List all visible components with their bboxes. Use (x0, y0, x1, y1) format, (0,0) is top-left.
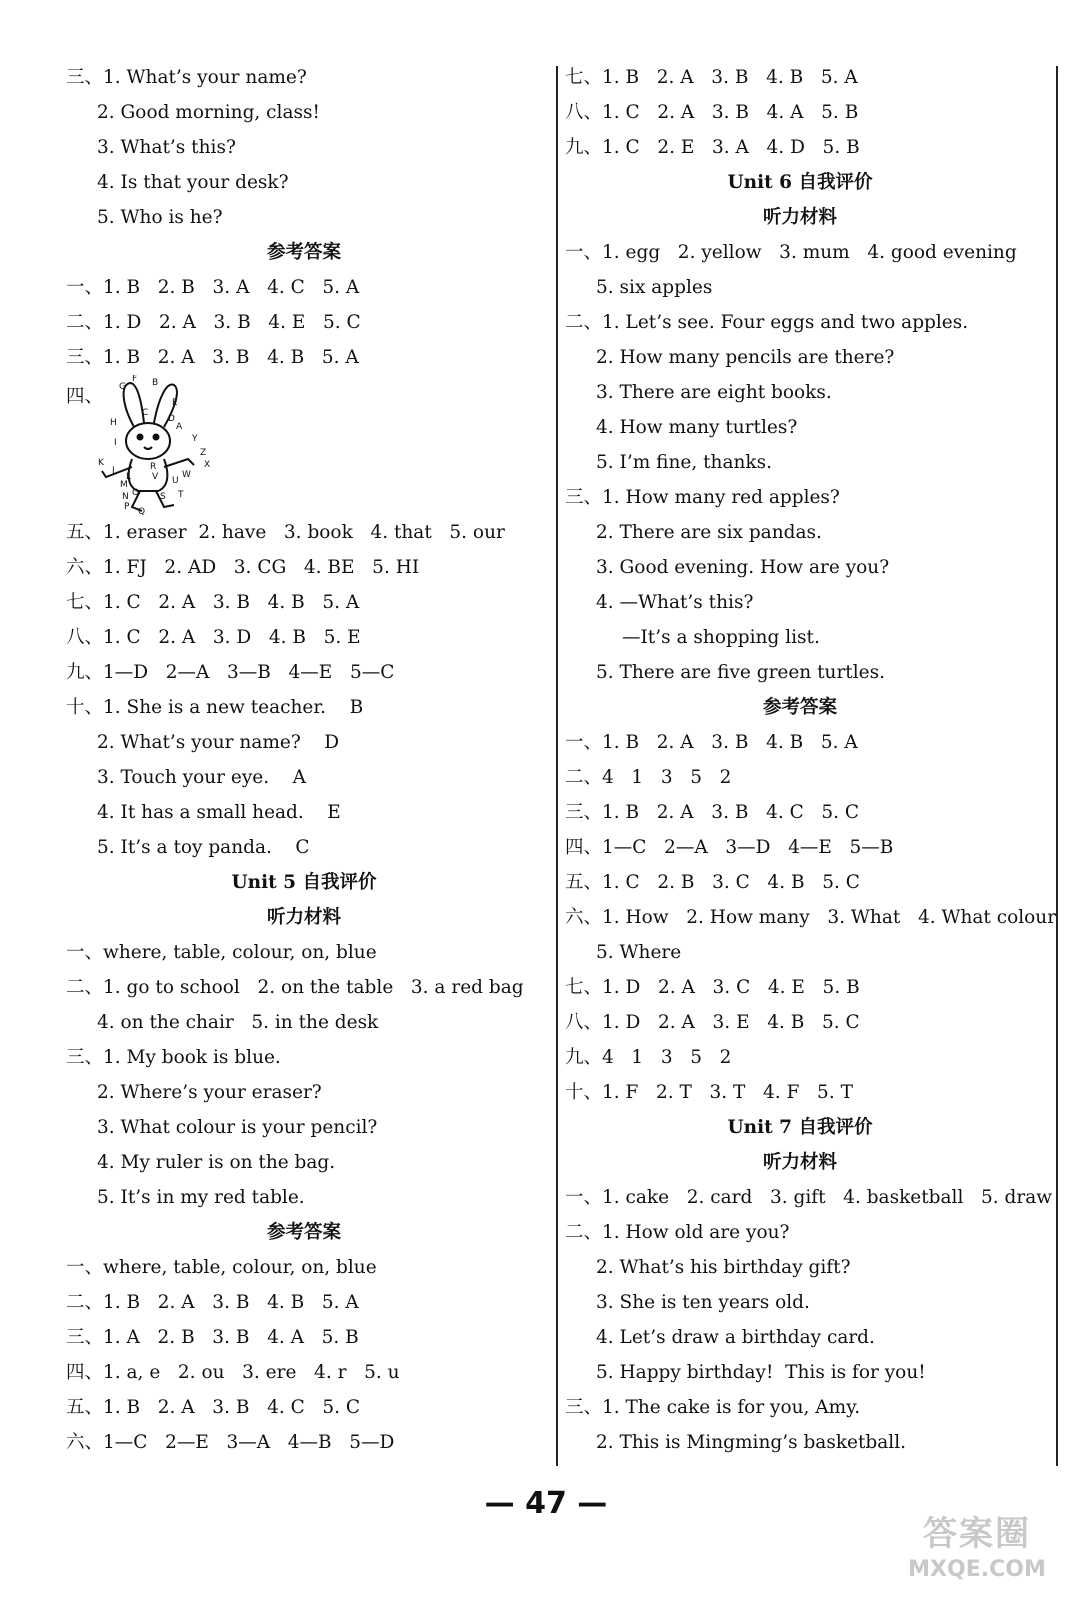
answer-line: 八、1. C 2. A 3. B 4. A 5. B (565, 102, 859, 123)
text-line: 一、where, table, colour, on, blue (66, 942, 377, 963)
answer-line: 六、1—C 2—E 3—A 4—B 5—D (66, 1432, 395, 1453)
text-line: —It’s a shopping list. (622, 627, 820, 648)
answer-line: 九、4 1 3 5 2 (565, 1047, 732, 1068)
text-line: 三、1. The cake is for you, Amy. (565, 1397, 861, 1418)
answer-line: 三、1. B 2. A 3. B 4. C 5. C (565, 802, 860, 823)
section-heading: 听力材料 (762, 207, 837, 228)
text-line: 2. Good morning, class! (97, 102, 320, 123)
answer-line: 六、1. How 2. How many 3. What 4. What colour (565, 907, 1057, 928)
text-line: 3. What’s this? (97, 137, 236, 158)
text-line: 5. Happy birthday! This is for you! (596, 1362, 926, 1383)
text-line: 4. How many turtles? (596, 417, 798, 438)
rabbit-letter: A (176, 422, 183, 432)
left-column (66, 60, 542, 1460)
rabbit-letter: C (142, 408, 149, 418)
rabbit-letter: G (119, 382, 126, 392)
right-column (565, 60, 1057, 1460)
text-line: 3. Good evening. How are you? (596, 557, 890, 578)
answer-line: 4. It has a small head. E (97, 802, 341, 823)
rabbit-letter: W (182, 470, 191, 480)
rabbit-letter: U (172, 476, 179, 486)
text-line: 3. She is ten years old. (596, 1292, 810, 1313)
page-number: — 47 — (484, 1486, 608, 1521)
answer-line: 5. It’s a toy panda. C (97, 837, 310, 858)
answer-line: 二、1. B 2. A 3. B 4. B 5. A (66, 1292, 359, 1313)
rabbit-letter: R (150, 462, 157, 472)
text-line: 5. six apples (596, 277, 713, 298)
answer-line: 十、1. She is a new teacher. B (66, 697, 364, 718)
unit-heading: Unit 5 自我评价 (231, 872, 377, 893)
section-heading: 参考答案 (266, 1222, 341, 1243)
answer-line: 五、1. C 2. B 3. C 4. B 5. C (565, 872, 860, 893)
text-line: 一、1. cake 2. card 3. gift 4. basketball 5. draw (565, 1187, 1053, 1208)
text-line: 4. on the chair 5. in the desk (97, 1012, 379, 1033)
right-edge-divider (1056, 66, 1058, 1466)
answer-line: 九、1. C 2. E 3. A 4. D 5. B (565, 137, 860, 158)
rabbit-letter: P (124, 502, 130, 512)
text-line: 5. There are five green turtles. (596, 662, 885, 683)
rabbit-letter: O (132, 488, 140, 498)
text-line: 3. There are eight books. (596, 382, 832, 403)
text-line: 5. Who is he? (97, 207, 223, 228)
answer-line: 六、1. FJ 2. AD 3. CG 4. BE 5. HI (66, 557, 420, 578)
answer-line: 5. Where (596, 942, 682, 963)
watermark-logo (882, 1512, 1072, 1592)
text-line: 2. How many pencils are there? (596, 347, 895, 368)
text-line: 2. What’s his birthday gift? (596, 1257, 851, 1278)
text-line: 三、1. What’s your name? (66, 67, 307, 88)
answer-line: 九、1—D 2—A 3—B 4—E 5—C (66, 662, 395, 683)
rabbit-letter: D (168, 414, 175, 424)
section-heading: 听力材料 (266, 907, 341, 928)
answer-line: 五、1. eraser 2. have 3. book 4. that 5. our (66, 522, 505, 543)
rabbit-letter: Z (200, 448, 207, 458)
section-heading: 听力材料 (762, 1152, 837, 1173)
rabbit-letter: Y (192, 434, 198, 444)
text-line: 2. This is Mingming’s basketball. (596, 1432, 907, 1453)
answer-line: 八、1. D 2. A 3. E 4. B 5. C (565, 1012, 860, 1033)
rabbit-answer-row (66, 375, 542, 515)
rabbit-letter: M (120, 480, 128, 490)
answer-line: 三、1. B 2. A 3. B 4. B 5. A (66, 347, 359, 368)
text-line: 2. Where’s your eraser? (97, 1082, 322, 1103)
answer-line: 十、1. F 2. T 3. T 4. F 5. T (565, 1082, 853, 1103)
text-line: 4. Is that your desk? (97, 172, 289, 193)
watermark-text: 答案圈 (923, 1514, 1031, 1554)
column-divider (556, 66, 558, 1466)
answer-line: 四、1. a, e 2. ou 3. ere 4. r 5. u (66, 1362, 400, 1383)
text-line: 3. What colour is your pencil? (97, 1117, 378, 1138)
section-heading: 参考答案 (762, 697, 837, 718)
text-line: 2. There are six pandas. (596, 522, 822, 543)
rabbit-letter: H (110, 418, 117, 428)
rabbit-letter: T (178, 490, 184, 500)
answer-line: 八、1. C 2. A 3. D 4. B 5. E (66, 627, 361, 648)
rabbit-letter: F (132, 375, 138, 384)
text-line: 三、1. How many red apples? (565, 487, 840, 508)
text-line: 二、1. Let’s see. Four eggs and two apples. (565, 312, 969, 333)
rabbit-letter: Q (138, 507, 146, 515)
answer-line: 二、4 1 3 5 2 (565, 767, 732, 788)
text-line: 三、1. My book is blue. (66, 1047, 281, 1068)
rabbit-letter: E (172, 398, 178, 408)
answer-line: 三、1. A 2. B 3. B 4. A 5. B (66, 1327, 359, 1348)
text-line: 4. Let’s draw a birthday card. (596, 1327, 875, 1348)
rabbit-letter: B (152, 378, 159, 388)
rabbit-letter: K (98, 458, 104, 468)
rabbit-letter: N (122, 492, 129, 502)
answer-line: 五、1. B 2. A 3. B 4. C 5. C (66, 1397, 361, 1418)
text-line: 4. —What’s this? (596, 592, 754, 613)
rabbit-letter: V (152, 472, 159, 482)
rabbit-letter: J (112, 466, 115, 476)
answer-line: 七、1. D 2. A 3. C 4. E 5. B (565, 977, 860, 998)
text-line: 5. I’m fine, thanks. (596, 452, 772, 473)
answer-line: 一、where, table, colour, on, blue (66, 1257, 377, 1278)
text-line: 4. My ruler is on the bag. (97, 1152, 336, 1173)
rabbit-letter-figure (92, 375, 242, 515)
answer-line: 四、1—C 2—A 3—D 4—E 5—B (565, 837, 894, 858)
unit-heading: Unit 7 自我评价 (727, 1117, 873, 1138)
text-line: 二、1. How old are you? (565, 1222, 790, 1243)
answer-line: 2. What’s your name? D (97, 732, 340, 753)
answer-line: 一、1. B 2. B 3. A 4. C 5. A (66, 277, 360, 298)
answer-line: 3. Touch your eye. A (97, 767, 306, 788)
rabbit-letter: X (204, 460, 211, 470)
answer-line: 二、1. D 2. A 3. B 4. E 5. C (66, 312, 361, 333)
watermark-url: MXQE.COM (908, 1557, 1046, 1582)
text-line: 5. It’s in my red table. (97, 1187, 305, 1208)
section-heading: 参考答案 (266, 242, 341, 263)
rabbit-letter: S (160, 492, 166, 502)
text-line: 一、1. egg 2. yellow 3. mum 4. good evening (565, 242, 1017, 263)
answer-line: 一、1. B 2. A 3. B 4. B 5. A (565, 732, 858, 753)
rabbit-letter: I (114, 438, 117, 448)
answer-line: 七、1. C 2. A 3. B 4. B 5. A (66, 592, 360, 613)
text-line: 二、1. go to school 2. on the table 3. a red bag (66, 977, 524, 998)
answer-line: 七、1. B 2. A 3. B 4. B 5. A (565, 67, 858, 88)
rabbit-letter: L (126, 472, 132, 482)
answer-label: 四、 (66, 386, 104, 407)
unit-heading: Unit 6 自我评价 (727, 172, 873, 193)
